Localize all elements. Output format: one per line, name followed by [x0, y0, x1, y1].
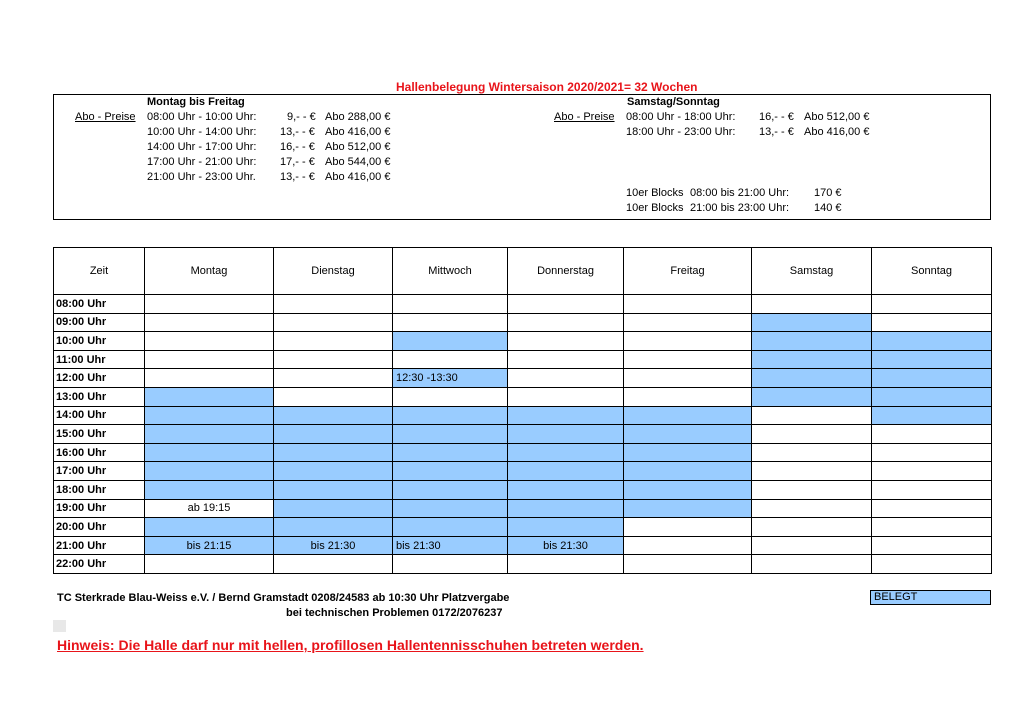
- slot-mittwoch: [393, 387, 508, 406]
- slot-dienstag: [274, 350, 393, 369]
- header-sonntag: Sonntag: [872, 248, 992, 295]
- grey-marker: [53, 620, 66, 632]
- slot-mittwoch: [393, 425, 508, 444]
- abo-value: Abo 416,00 €: [325, 126, 391, 138]
- slot-dienstag: [274, 313, 393, 332]
- slot-dienstag: [274, 555, 393, 574]
- block-time: 21:00 bis 23:00 Uhr:: [690, 202, 790, 214]
- table-row: [54, 462, 992, 481]
- header-zeit: Zeit: [54, 248, 145, 295]
- slot-sonntag: [872, 332, 992, 351]
- time-cell: 17:00 Uhr: [54, 462, 145, 481]
- slot-sonntag: [872, 387, 992, 406]
- slot-montag: [145, 295, 274, 314]
- time-cell: 14:00 Uhr: [54, 406, 145, 425]
- slot-samstag: [752, 350, 872, 369]
- slot-samstag: [752, 499, 872, 518]
- slot-sonntag: [872, 462, 992, 481]
- slot-samstag: [752, 480, 872, 499]
- slot-dienstag: bis 21:30: [274, 536, 393, 555]
- slot-freitag: [624, 443, 752, 462]
- time-cell: 18:00 Uhr: [54, 480, 145, 499]
- slot-montag: [145, 555, 274, 574]
- slot-montag: ab 19:15: [145, 499, 274, 518]
- slot-montag: [145, 425, 274, 444]
- slot-donnerstag: [508, 350, 624, 369]
- price-time: 10:00 Uhr - 14:00 Uhr:: [147, 126, 257, 138]
- slot-donnerstag: [508, 443, 624, 462]
- slot-donnerstag: [508, 462, 624, 481]
- slot-montag: [145, 332, 274, 351]
- price-time: 18:00 Uhr - 23:00 Uhr:: [626, 126, 736, 138]
- time-cell: 13:00 Uhr: [54, 387, 145, 406]
- price-time: 08:00 Uhr - 10:00 Uhr:: [147, 111, 257, 123]
- slot-freitag: [624, 387, 752, 406]
- table-row: [54, 332, 992, 351]
- table-row: [54, 555, 992, 574]
- schedule-table: [53, 247, 992, 574]
- slot-sonntag: [872, 555, 992, 574]
- slot-montag: [145, 406, 274, 425]
- slot-montag: [145, 518, 274, 537]
- block-time: 08:00 bis 21:00 Uhr:: [690, 187, 790, 199]
- tech-support-line: bei technischen Problemen 0172/2076237: [286, 607, 503, 619]
- slot-dienstag: [274, 518, 393, 537]
- weekend-heading: Samstag/Sonntag: [627, 96, 720, 108]
- slot-donnerstag: [508, 518, 624, 537]
- schedule-body: [54, 295, 992, 574]
- slot-donnerstag: [508, 406, 624, 425]
- slot-mittwoch: bis 21:30: [393, 536, 508, 555]
- slot-montag: [145, 350, 274, 369]
- slot-mittwoch: 12:30 -13:30: [393, 369, 508, 388]
- abo-label-weekend: Abo - Preise: [554, 111, 615, 123]
- table-row: [54, 536, 992, 555]
- slot-samstag: [752, 406, 872, 425]
- slot-mittwoch: [393, 555, 508, 574]
- slot-donnerstag: [508, 499, 624, 518]
- price-time: 17:00 Uhr - 21:00 Uhr:: [147, 156, 257, 168]
- slot-samstag: [752, 518, 872, 537]
- table-row: [54, 518, 992, 537]
- time-cell: 21:00 Uhr: [54, 536, 145, 555]
- abo-value: Abo 288,00 €: [325, 111, 391, 123]
- time-cell: 11:00 Uhr: [54, 350, 145, 369]
- slot-samstag: [752, 387, 872, 406]
- slot-mittwoch: [393, 499, 508, 518]
- table-row: [54, 425, 992, 444]
- header-samstag: Samstag: [752, 248, 872, 295]
- slot-samstag: [752, 369, 872, 388]
- slot-montag: [145, 443, 274, 462]
- time-cell: 22:00 Uhr: [54, 555, 145, 574]
- slot-mittwoch: [393, 313, 508, 332]
- time-cell: 10:00 Uhr: [54, 332, 145, 351]
- slot-sonntag: [872, 350, 992, 369]
- slot-freitag: [624, 518, 752, 537]
- time-cell: 08:00 Uhr: [54, 295, 145, 314]
- header-mittwoch: Mittwoch: [393, 248, 508, 295]
- slot-dienstag: [274, 387, 393, 406]
- slot-sonntag: [872, 313, 992, 332]
- slot-donnerstag: bis 21:30: [508, 536, 624, 555]
- price-value: 13,- - €: [280, 171, 315, 183]
- abo-value: Abo 512,00 €: [325, 141, 391, 153]
- slot-samstag: [752, 313, 872, 332]
- time-cell: 12:00 Uhr: [54, 369, 145, 388]
- abo-label-weekday: Abo - Preise: [75, 111, 136, 123]
- schedule-header-row: [54, 248, 992, 295]
- slot-freitag: [624, 480, 752, 499]
- slot-montag: [145, 369, 274, 388]
- price-box: [53, 94, 991, 220]
- slot-freitag: [624, 536, 752, 555]
- slot-sonntag: [872, 480, 992, 499]
- slot-donnerstag: [508, 332, 624, 351]
- slot-montag: [145, 480, 274, 499]
- slot-montag: [145, 313, 274, 332]
- slot-mittwoch: [393, 480, 508, 499]
- table-row: [54, 387, 992, 406]
- price-time: 08:00 Uhr - 18:00 Uhr:: [626, 111, 736, 123]
- price-time: 14:00 Uhr - 17:00 Uhr:: [147, 141, 257, 153]
- slot-samstag: [752, 536, 872, 555]
- slot-montag: [145, 462, 274, 481]
- slot-dienstag: [274, 443, 393, 462]
- slot-dienstag: [274, 332, 393, 351]
- time-cell: 09:00 Uhr: [54, 313, 145, 332]
- time-cell: 20:00 Uhr: [54, 518, 145, 537]
- contact-line: TC Sterkrade Blau-Weiss e.V. / Bernd Gramstadt 0208/24583 ab 10:30 Uhr Platzvergabe: [57, 592, 510, 604]
- slot-mittwoch: [393, 443, 508, 462]
- slot-sonntag: [872, 406, 992, 425]
- slot-freitag: [624, 350, 752, 369]
- slot-dienstag: [274, 480, 393, 499]
- slot-sonntag: [872, 443, 992, 462]
- slot-dienstag: [274, 462, 393, 481]
- slot-montag: bis 21:15: [145, 536, 274, 555]
- price-value: 9,- - €: [287, 111, 316, 123]
- header-freitag: Freitag: [624, 248, 752, 295]
- slot-freitag: [624, 555, 752, 574]
- slot-freitag: [624, 332, 752, 351]
- price-time: 21:00 Uhr - 23:00 Uhr.: [147, 171, 256, 183]
- header-dienstag: Dienstag: [274, 248, 393, 295]
- header-montag: Montag: [145, 248, 274, 295]
- slot-sonntag: [872, 518, 992, 537]
- slot-samstag: [752, 555, 872, 574]
- slot-sonntag: [872, 295, 992, 314]
- price-value: 16,- - €: [759, 111, 794, 123]
- slot-mittwoch: [393, 295, 508, 314]
- slot-samstag: [752, 443, 872, 462]
- abo-value: Abo 416,00 €: [325, 171, 391, 183]
- price-value: 17,- - €: [280, 156, 315, 168]
- slot-freitag: [624, 499, 752, 518]
- slot-dienstag: [274, 295, 393, 314]
- slot-freitag: [624, 406, 752, 425]
- time-cell: 15:00 Uhr: [54, 425, 145, 444]
- slot-donnerstag: [508, 555, 624, 574]
- slot-donnerstag: [508, 387, 624, 406]
- slot-samstag: [752, 462, 872, 481]
- table-row: [54, 350, 992, 369]
- time-cell: 16:00 Uhr: [54, 443, 145, 462]
- slot-dienstag: [274, 425, 393, 444]
- slot-dienstag: [274, 499, 393, 518]
- table-row: [54, 369, 992, 388]
- slot-freitag: [624, 295, 752, 314]
- slot-mittwoch: [393, 518, 508, 537]
- slot-donnerstag: [508, 369, 624, 388]
- slot-donnerstag: [508, 480, 624, 499]
- weekday-heading: Montag bis Freitag: [147, 96, 245, 108]
- slot-freitag: [624, 462, 752, 481]
- slot-samstag: [752, 425, 872, 444]
- table-row: [54, 313, 992, 332]
- slot-freitag: [624, 313, 752, 332]
- table-row: [54, 443, 992, 462]
- slot-dienstag: [274, 406, 393, 425]
- price-value: 13,- - €: [759, 126, 794, 138]
- slot-donnerstag: [508, 313, 624, 332]
- slot-montag: [145, 387, 274, 406]
- abo-value: Abo 544,00 €: [325, 156, 391, 168]
- slot-samstag: [752, 295, 872, 314]
- price-value: 13,- - €: [280, 126, 315, 138]
- slot-sonntag: [872, 536, 992, 555]
- block-label: 10er Blocks: [626, 187, 684, 199]
- slot-samstag: [752, 332, 872, 351]
- table-row: [54, 295, 992, 314]
- table-row: [54, 406, 992, 425]
- header-donnerstag: Donnerstag: [508, 248, 624, 295]
- slot-mittwoch: [393, 462, 508, 481]
- slot-mittwoch: [393, 350, 508, 369]
- price-value: 16,- - €: [280, 141, 315, 153]
- slot-freitag: [624, 425, 752, 444]
- slot-sonntag: [872, 425, 992, 444]
- legend-belegt: BELEGT: [870, 590, 991, 605]
- slot-sonntag: [872, 499, 992, 518]
- slot-sonntag: [872, 369, 992, 388]
- slot-dienstag: [274, 369, 393, 388]
- hint-text: Hinweis: Die Halle darf nur mit hellen, profillosen Hallentennisschuhen betreten werden.: [57, 637, 644, 653]
- block-price: 170 €: [814, 187, 842, 199]
- slot-mittwoch: [393, 332, 508, 351]
- table-row: [54, 499, 992, 518]
- table-row: [54, 480, 992, 499]
- time-cell: 19:00 Uhr: [54, 499, 145, 518]
- slot-mittwoch: [393, 406, 508, 425]
- abo-value: Abo 416,00 €: [804, 126, 870, 138]
- block-label: 10er Blocks: [626, 202, 684, 214]
- slot-donnerstag: [508, 425, 624, 444]
- block-price: 140 €: [814, 202, 842, 214]
- slot-freitag: [624, 369, 752, 388]
- abo-value: Abo 512,00 €: [804, 111, 870, 123]
- slot-donnerstag: [508, 295, 624, 314]
- page-title: Hallenbelegung Wintersaison 2020/2021= 32 Wochen: [396, 80, 698, 94]
